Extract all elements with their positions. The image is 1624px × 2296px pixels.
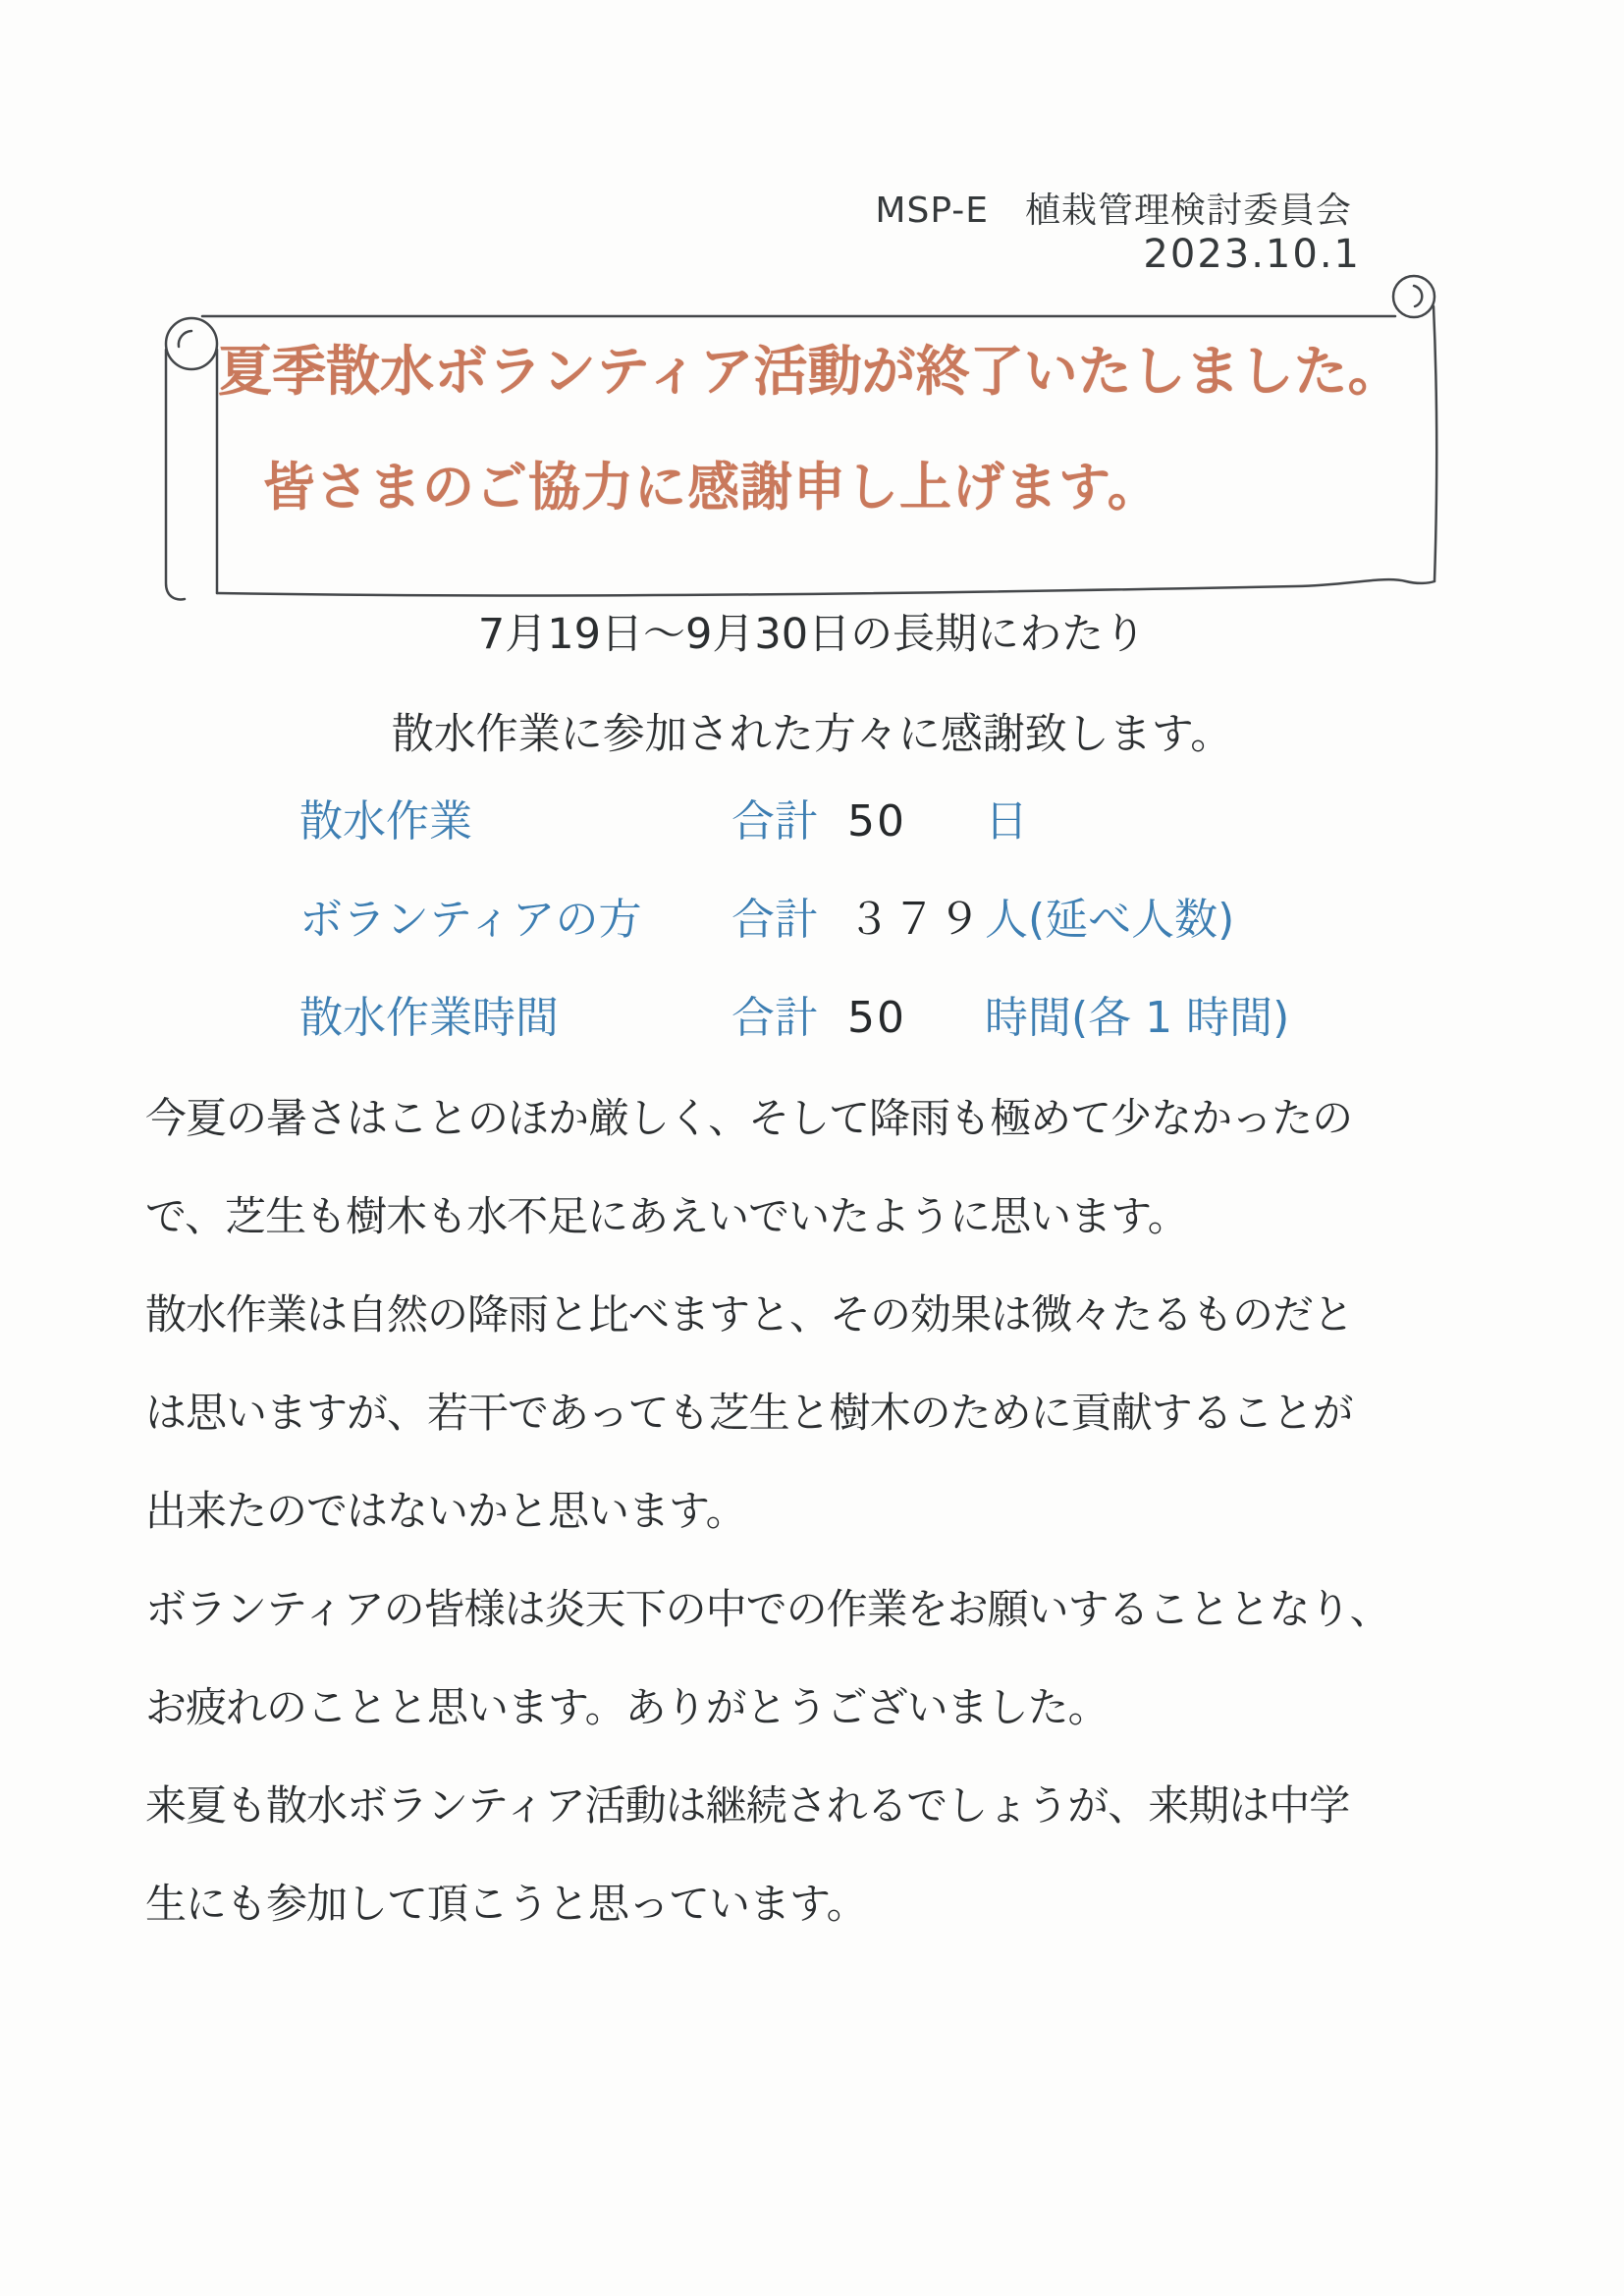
row-label: 散水作業 [299, 796, 472, 847]
body-line: 来夏も散水ボランティア活動は継続されるでしょうが、来期は中学 [145, 1781, 1350, 1830]
banner-title-line-1: 夏季散水ボランティア活動が終了いたしました。 [218, 340, 1402, 403]
row-unit: 人(延べ人数) [985, 895, 1235, 945]
summary-row-volunteers [299, 871, 1478, 969]
intro-period-line: 7月19日～9月30日の長期にわたり [477, 610, 1147, 659]
row-value: 50 [847, 993, 906, 1043]
body-line: ボランティアの皆様は炎天下の中での作業をお願いすることとなり、 [145, 1585, 1390, 1633]
scroll-banner [147, 265, 1453, 609]
row-value: ３７９ [847, 895, 983, 945]
row-total-label: 合計 [731, 993, 818, 1043]
summary-row-watering-days [299, 773, 1478, 871]
header-date: 2023.10.1 [1143, 232, 1361, 277]
body-line: お疲れのことと思います。ありがとうございました。 [145, 1683, 1109, 1731]
row-total-label: 合計 [731, 796, 818, 847]
body-line: 今夏の暑さはことのほか厳しく、そして降雨も極めて少なかったの [145, 1094, 1353, 1142]
body-line: 散水作業は自然の降雨と比べますと、その効果は微々たるものだと [145, 1290, 1354, 1339]
body-line: 出来たのではないかと思います。 [145, 1487, 746, 1535]
scroll-shape-icon [147, 265, 1453, 609]
body-line: 生にも参加して頂こうと思っています。 [145, 1880, 867, 1928]
row-value: 50 [847, 796, 906, 847]
row-unit: 日 [985, 796, 1028, 847]
body-text [145, 1069, 1598, 1953]
summary-row-hours [299, 969, 1478, 1067]
row-total-label: 合計 [731, 895, 818, 945]
intro-thanks-line: 散水作業に参加された方々に感謝致します。 [391, 710, 1233, 759]
header-organization: MSP-E 植栽管理検討委員会 [875, 191, 1352, 231]
summary-table [299, 773, 1478, 1067]
row-label: 散水作業時間 [299, 993, 559, 1043]
body-line: で、芝生も樹木も水不足にあえいでいたように思います。 [145, 1192, 1188, 1240]
banner-title-line-2: 皆さまのご協力に感謝申し上げます。 [263, 458, 1161, 518]
body-line: は思いますが、若干であっても芝生と樹木のために貢献することが [145, 1389, 1353, 1437]
row-label: ボランティアの方 [299, 895, 642, 945]
row-unit: 時間(各 1 時間) [985, 993, 1290, 1043]
